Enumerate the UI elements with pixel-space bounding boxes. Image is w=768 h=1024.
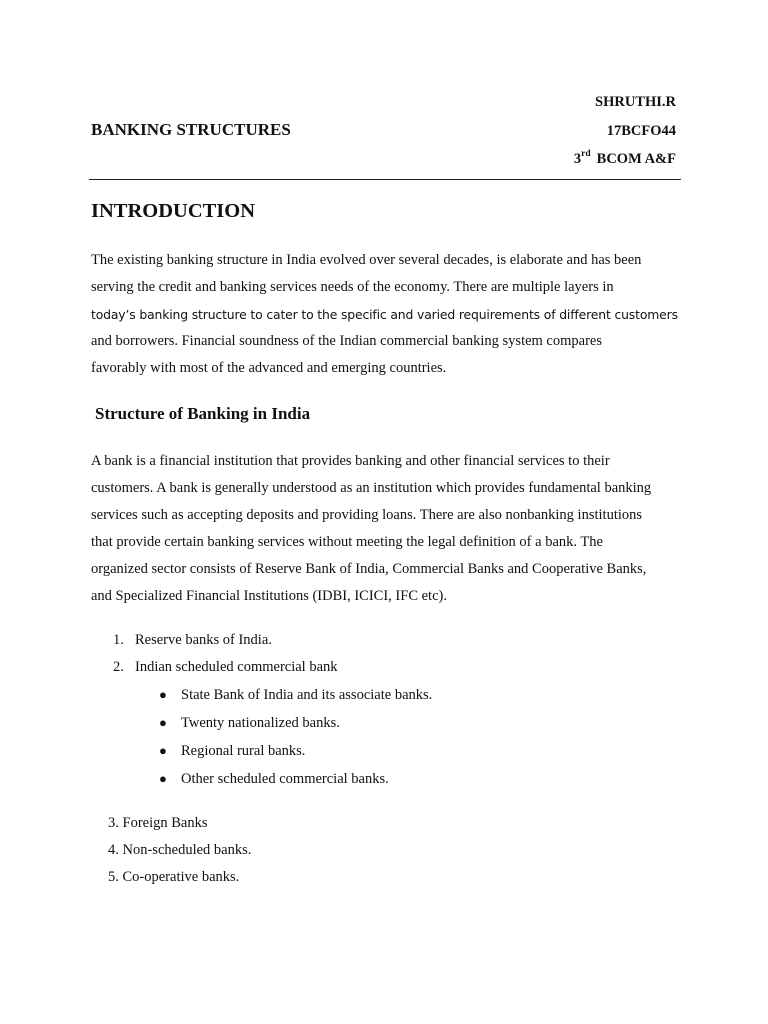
list-item-text: Reserve banks of India. xyxy=(135,632,272,648)
list-item xyxy=(113,627,338,654)
bullet-icon: ● xyxy=(159,715,167,730)
introduction-line: and borrowers. Financial soundness of the Indian commercial banking system compares xyxy=(91,333,602,349)
list-number: 1. xyxy=(113,632,124,648)
class-name: BCOM A&F xyxy=(596,151,676,167)
bullet-text: Other scheduled commercial banks. xyxy=(181,771,389,787)
bullet-text: State Bank of India and its associate banks. xyxy=(181,687,433,703)
bullet-item xyxy=(159,737,432,765)
bullet-icon: ● xyxy=(159,771,167,786)
bullet-item xyxy=(159,709,432,737)
list-item xyxy=(113,654,338,681)
structure-line: services such as accepting deposits and providing loans. There are also nonbanking institutions xyxy=(91,507,643,523)
class-ordinal: 3 xyxy=(573,151,582,167)
commercial-bank-sublist xyxy=(159,681,432,793)
structure-line: organized sector consists of Reserve Bank of India, Commercial Banks and Cooperative Banks, xyxy=(91,561,647,577)
author-id: 17BCFO44 xyxy=(606,123,676,139)
introduction-heading: INTRODUCTION xyxy=(91,200,256,222)
bank-types-list-continued xyxy=(108,810,251,891)
document-title: BANKING STRUCTURES xyxy=(91,120,291,139)
structure-line: and Specialized Financial Institutions (IDBI, ICICI, IFC etc). xyxy=(91,588,447,604)
header-divider xyxy=(89,179,681,180)
introduction-line: favorably with most of the advanced and emerging countries. xyxy=(91,360,447,376)
class-ordinal-suffix: rd xyxy=(581,149,591,160)
structure-line: A bank is a financial institution that provides banking and other financial services to their xyxy=(91,453,610,469)
list-item: 4. Non-scheduled banks. xyxy=(108,842,252,858)
structure-line: that provide certain banking services without meeting the legal definition of a bank. The xyxy=(91,534,603,550)
structure-line: customers. A bank is generally understood as an institution which provides fundamental banking xyxy=(91,480,652,496)
list-number: 2. xyxy=(113,659,124,675)
list-item-text: Indian scheduled commercial bank xyxy=(135,659,338,675)
bullet-text: Twenty nationalized banks. xyxy=(181,715,340,731)
bullet-item xyxy=(159,681,432,709)
author-class xyxy=(574,151,676,168)
bullet-icon: ● xyxy=(159,743,167,758)
introduction-line: The existing banking structure in India evolved over several decades, is elaborate and has been xyxy=(91,252,642,268)
bullet-icon: ● xyxy=(159,687,167,702)
bank-types-list xyxy=(113,627,338,681)
structure-heading: Structure of Banking in India xyxy=(95,404,311,423)
list-item: 5. Co-operative banks. xyxy=(108,869,240,885)
introduction-line: today’s banking structure to cater to the specific and varied requirements of different customers xyxy=(91,307,678,322)
bullet-text: Regional rural banks. xyxy=(181,743,306,759)
structure-paragraph xyxy=(91,448,681,610)
author-name: SHRUTHI.R xyxy=(595,94,676,110)
introduction-line: serving the credit and banking services needs of the economy. There are multiple layers in xyxy=(91,279,614,295)
bullet-item xyxy=(159,765,432,793)
introduction-paragraph xyxy=(91,247,681,382)
list-item: 3. Foreign Banks xyxy=(108,815,208,831)
